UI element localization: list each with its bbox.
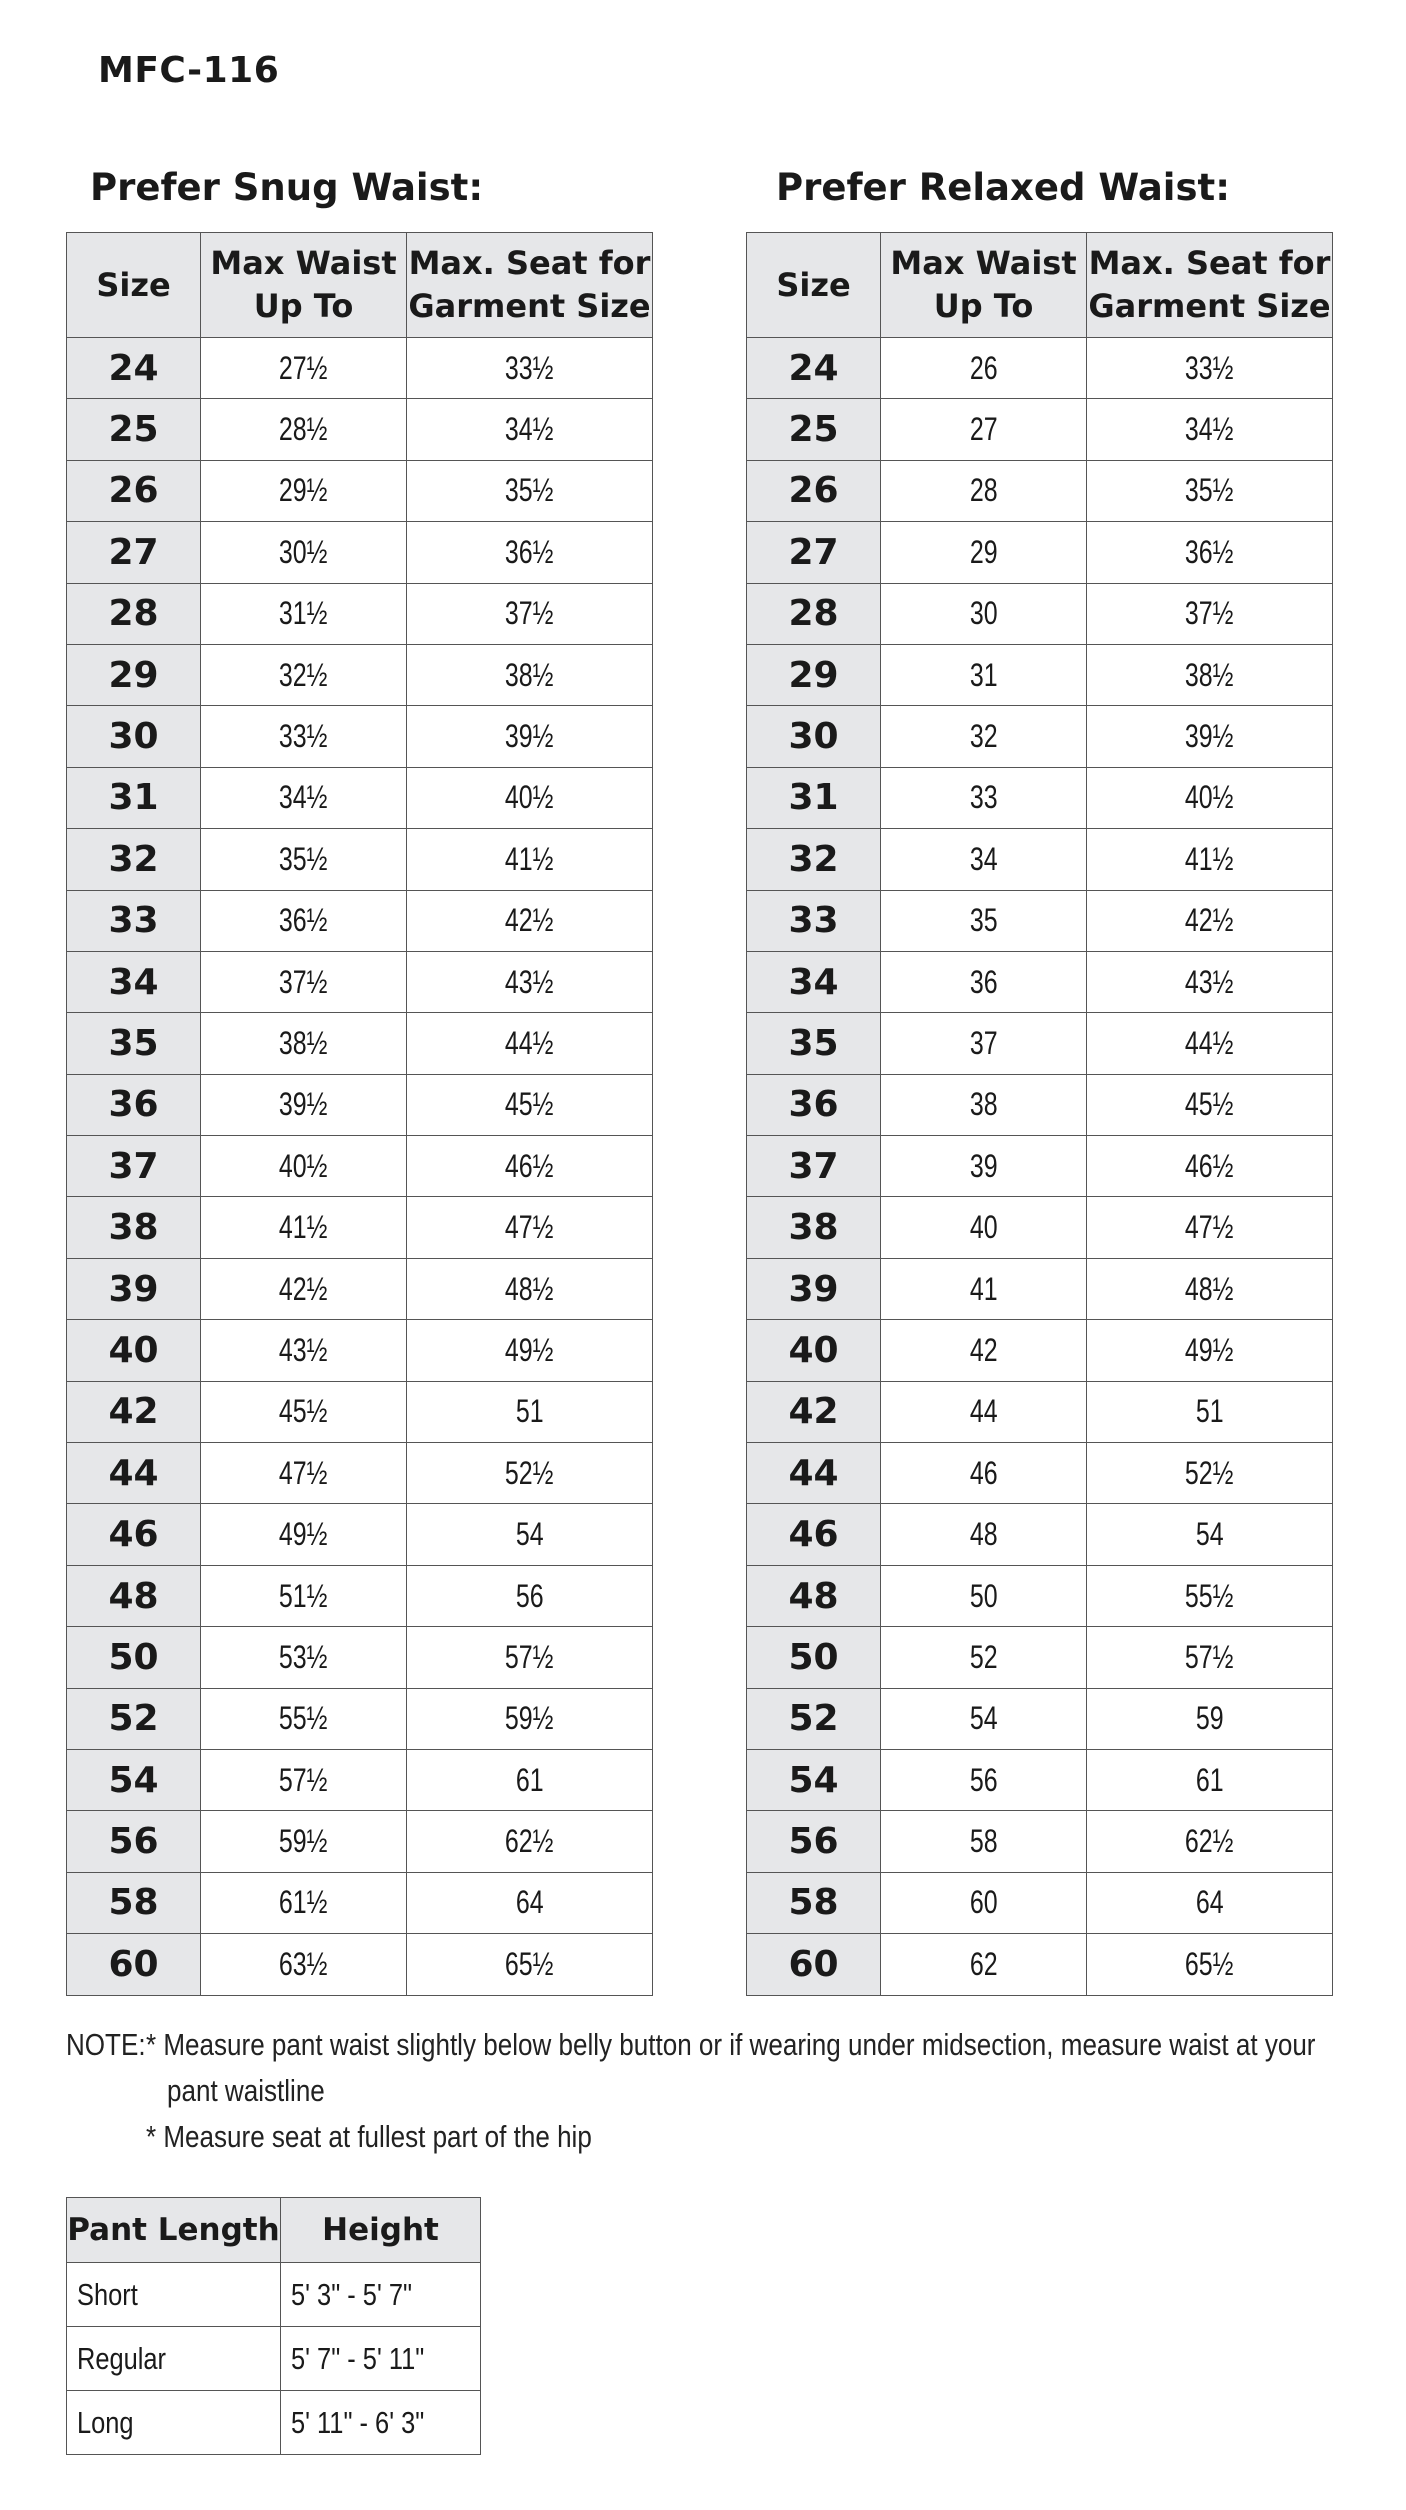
max-waist-header: Max Waist Up To bbox=[881, 233, 1087, 338]
table-row bbox=[67, 522, 653, 583]
max-waist-cell: 56 bbox=[881, 1749, 1087, 1810]
max-seat-cell: 39½ bbox=[407, 706, 653, 767]
max-seat-cell: 51 bbox=[1087, 1381, 1333, 1442]
size-cell: 27 bbox=[747, 522, 881, 583]
max-seat-cell: 61 bbox=[407, 1749, 653, 1810]
table-row bbox=[67, 1013, 653, 1074]
max-seat-cell: 51 bbox=[407, 1381, 653, 1442]
pant-length-cell: Long bbox=[67, 2391, 281, 2455]
max-seat-cell: 33½ bbox=[1087, 338, 1333, 399]
max-seat-cell: 43½ bbox=[407, 951, 653, 1012]
max-seat-cell: 57½ bbox=[1087, 1627, 1333, 1688]
max-seat-cell: 61 bbox=[1087, 1749, 1333, 1810]
max-seat-cell: 43½ bbox=[1087, 951, 1333, 1012]
size-cell: 42 bbox=[67, 1381, 201, 1442]
max-seat-cell: 59 bbox=[1087, 1688, 1333, 1749]
size-cell: 46 bbox=[67, 1504, 201, 1565]
size-cell: 40 bbox=[747, 1320, 881, 1381]
table-row bbox=[67, 460, 653, 521]
max-seat-cell: 41½ bbox=[1087, 829, 1333, 890]
max-waist-cell: 52 bbox=[881, 1627, 1087, 1688]
note-seat-instruction: * Measure seat at fullest part of the hip bbox=[146, 2119, 592, 2154]
max-seat-cell: 54 bbox=[407, 1504, 653, 1565]
table-row bbox=[67, 890, 653, 951]
size-header: Size bbox=[67, 233, 201, 338]
max-seat-cell: 45½ bbox=[1087, 1074, 1333, 1135]
max-waist-cell: 61½ bbox=[201, 1872, 407, 1933]
size-cell: 28 bbox=[67, 583, 201, 644]
max-seat-cell: 62½ bbox=[1087, 1811, 1333, 1872]
snug-waist-title: Prefer Snug Waist: bbox=[90, 166, 484, 209]
max-waist-cell: 27½ bbox=[201, 338, 407, 399]
size-cell: 25 bbox=[747, 399, 881, 460]
max-waist-cell: 32 bbox=[881, 706, 1087, 767]
size-cell: 34 bbox=[747, 951, 881, 1012]
max-seat-cell: 37½ bbox=[1087, 583, 1333, 644]
table-header-row bbox=[67, 233, 653, 338]
max-seat-cell: 47½ bbox=[1087, 1197, 1333, 1258]
pant-length-header: Pant Length bbox=[67, 2198, 281, 2263]
max-seat-cell: 39½ bbox=[1087, 706, 1333, 767]
table-row bbox=[747, 890, 1333, 951]
table-row bbox=[67, 583, 653, 644]
max-waist-cell: 55½ bbox=[201, 1688, 407, 1749]
size-cell: 37 bbox=[747, 1136, 881, 1197]
max-seat-cell: 46½ bbox=[407, 1136, 653, 1197]
max-waist-cell: 38 bbox=[881, 1074, 1087, 1135]
max-seat-cell: 42½ bbox=[1087, 890, 1333, 951]
table-row bbox=[67, 2327, 481, 2391]
table-row bbox=[747, 1627, 1333, 1688]
table-row bbox=[747, 1934, 1333, 1995]
size-cell: 60 bbox=[67, 1934, 201, 1995]
table-row bbox=[747, 1136, 1333, 1197]
max-seat-cell: 38½ bbox=[407, 644, 653, 705]
table-row bbox=[67, 706, 653, 767]
table-row bbox=[67, 1136, 653, 1197]
max-waist-cell: 33 bbox=[881, 767, 1087, 828]
max-waist-cell: 30½ bbox=[201, 522, 407, 583]
size-header: Size bbox=[747, 233, 881, 338]
table-row bbox=[67, 399, 653, 460]
table-row bbox=[747, 460, 1333, 521]
size-cell: 54 bbox=[747, 1749, 881, 1810]
max-waist-cell: 57½ bbox=[201, 1749, 407, 1810]
max-waist-cell: 36½ bbox=[201, 890, 407, 951]
max-waist-cell: 48 bbox=[881, 1504, 1087, 1565]
max-seat-cell: 41½ bbox=[407, 829, 653, 890]
table-row bbox=[67, 1381, 653, 1442]
relaxed-waist-table bbox=[746, 232, 1333, 1996]
table-row bbox=[747, 1688, 1333, 1749]
size-cell: 36 bbox=[67, 1074, 201, 1135]
table-row bbox=[747, 1565, 1333, 1626]
pant-length-cell: Regular bbox=[67, 2327, 281, 2391]
max-seat-header: Max. Seat for Garment Size bbox=[407, 233, 653, 338]
table-row bbox=[67, 1934, 653, 1995]
size-cell: 25 bbox=[67, 399, 201, 460]
max-waist-cell: 44 bbox=[881, 1381, 1087, 1442]
size-cell: 56 bbox=[67, 1811, 201, 1872]
table-row bbox=[67, 767, 653, 828]
size-cell: 50 bbox=[747, 1627, 881, 1688]
height-header: Height bbox=[281, 2198, 481, 2263]
size-cell: 42 bbox=[747, 1381, 881, 1442]
table-row bbox=[67, 1565, 653, 1626]
max-waist-cell: 41½ bbox=[201, 1197, 407, 1258]
max-seat-cell: 36½ bbox=[407, 522, 653, 583]
relaxed-waist-title: Prefer Relaxed Waist: bbox=[776, 166, 1230, 209]
table-row bbox=[67, 1688, 653, 1749]
max-seat-cell: 56 bbox=[407, 1565, 653, 1626]
max-waist-cell: 59½ bbox=[201, 1811, 407, 1872]
max-seat-cell: 65½ bbox=[407, 1934, 653, 1995]
size-cell: 54 bbox=[67, 1749, 201, 1810]
max-seat-cell: 42½ bbox=[407, 890, 653, 951]
note-label: NOTE: bbox=[66, 2027, 146, 2062]
table-row bbox=[67, 1749, 653, 1810]
size-cell: 39 bbox=[747, 1258, 881, 1319]
table-row bbox=[747, 522, 1333, 583]
max-seat-cell: 49½ bbox=[407, 1320, 653, 1381]
max-waist-cell: 63½ bbox=[201, 1934, 407, 1995]
table-row bbox=[67, 1443, 653, 1504]
size-cell: 32 bbox=[67, 829, 201, 890]
max-waist-cell: 40 bbox=[881, 1197, 1087, 1258]
table-row bbox=[747, 338, 1333, 399]
size-cell: 52 bbox=[67, 1688, 201, 1749]
table-header-row bbox=[67, 2198, 481, 2263]
max-waist-cell: 28 bbox=[881, 460, 1087, 521]
size-cell: 39 bbox=[67, 1258, 201, 1319]
max-waist-cell: 32½ bbox=[201, 644, 407, 705]
size-cell: 26 bbox=[747, 460, 881, 521]
document-code: MFC-116 bbox=[98, 50, 280, 91]
size-cell: 29 bbox=[67, 644, 201, 705]
height-cell: 5' 3" - 5' 7" bbox=[281, 2263, 481, 2327]
table-row bbox=[67, 1872, 653, 1933]
table-row bbox=[67, 644, 653, 705]
size-cell: 33 bbox=[747, 890, 881, 951]
table-row bbox=[747, 706, 1333, 767]
size-cell: 38 bbox=[747, 1197, 881, 1258]
max-seat-cell: 59½ bbox=[407, 1688, 653, 1749]
max-waist-cell: 26 bbox=[881, 338, 1087, 399]
max-seat-cell: 35½ bbox=[407, 460, 653, 521]
table-row bbox=[747, 829, 1333, 890]
max-waist-cell: 28½ bbox=[201, 399, 407, 460]
max-waist-cell: 43½ bbox=[201, 1320, 407, 1381]
max-seat-cell: 65½ bbox=[1087, 1934, 1333, 1995]
size-cell: 52 bbox=[747, 1688, 881, 1749]
pant-length-cell: Short bbox=[67, 2263, 281, 2327]
size-cell: 29 bbox=[747, 644, 881, 705]
table-row bbox=[747, 1197, 1333, 1258]
size-cell: 32 bbox=[747, 829, 881, 890]
max-seat-cell: 62½ bbox=[407, 1811, 653, 1872]
max-waist-cell: 53½ bbox=[201, 1627, 407, 1688]
max-seat-header: Max. Seat for Garment Size bbox=[1087, 233, 1333, 338]
max-waist-cell: 58 bbox=[881, 1811, 1087, 1872]
table-row bbox=[747, 1443, 1333, 1504]
table-row bbox=[67, 1320, 653, 1381]
max-seat-cell: 34½ bbox=[1087, 399, 1333, 460]
max-waist-cell: 37 bbox=[881, 1013, 1087, 1074]
max-seat-cell: 35½ bbox=[1087, 460, 1333, 521]
max-waist-cell: 29 bbox=[881, 522, 1087, 583]
max-waist-cell: 60 bbox=[881, 1872, 1087, 1933]
size-cell: 34 bbox=[67, 951, 201, 1012]
max-seat-cell: 55½ bbox=[1087, 1565, 1333, 1626]
max-waist-cell: 62 bbox=[881, 1934, 1087, 1995]
size-cell: 31 bbox=[67, 767, 201, 828]
max-seat-cell: 64 bbox=[407, 1872, 653, 1933]
size-cell: 30 bbox=[747, 706, 881, 767]
size-cell: 48 bbox=[747, 1565, 881, 1626]
table-row bbox=[67, 338, 653, 399]
max-seat-cell: 57½ bbox=[407, 1627, 653, 1688]
table-row bbox=[747, 644, 1333, 705]
size-cell: 35 bbox=[747, 1013, 881, 1074]
size-cell: 26 bbox=[67, 460, 201, 521]
max-waist-cell: 33½ bbox=[201, 706, 407, 767]
max-seat-cell: 49½ bbox=[1087, 1320, 1333, 1381]
max-seat-cell: 48½ bbox=[407, 1258, 653, 1319]
max-seat-cell: 34½ bbox=[407, 399, 653, 460]
table-row bbox=[67, 1627, 653, 1688]
max-seat-cell: 45½ bbox=[407, 1074, 653, 1135]
max-waist-cell: 46 bbox=[881, 1443, 1087, 1504]
max-seat-cell: 48½ bbox=[1087, 1258, 1333, 1319]
table-row bbox=[67, 1504, 653, 1565]
max-waist-cell: 39 bbox=[881, 1136, 1087, 1197]
table-row bbox=[747, 399, 1333, 460]
max-waist-cell: 40½ bbox=[201, 1136, 407, 1197]
max-waist-cell: 29½ bbox=[201, 460, 407, 521]
size-cell: 35 bbox=[67, 1013, 201, 1074]
table-row bbox=[747, 583, 1333, 644]
max-seat-cell: 33½ bbox=[407, 338, 653, 399]
max-seat-cell: 52½ bbox=[1087, 1443, 1333, 1504]
table-row bbox=[67, 1258, 653, 1319]
table-row bbox=[67, 951, 653, 1012]
table-row bbox=[747, 1749, 1333, 1810]
max-seat-cell: 44½ bbox=[407, 1013, 653, 1074]
max-seat-cell: 37½ bbox=[407, 583, 653, 644]
max-waist-cell: 34½ bbox=[201, 767, 407, 828]
table-row bbox=[67, 2263, 481, 2327]
max-waist-cell: 27 bbox=[881, 399, 1087, 460]
note-waist-instruction-cont: pant waistline bbox=[167, 2073, 325, 2108]
max-seat-cell: 36½ bbox=[1087, 522, 1333, 583]
max-waist-header: Max Waist Up To bbox=[201, 233, 407, 338]
max-seat-cell: 40½ bbox=[407, 767, 653, 828]
max-waist-cell: 35½ bbox=[201, 829, 407, 890]
size-cell: 33 bbox=[67, 890, 201, 951]
max-seat-cell: 54 bbox=[1087, 1504, 1333, 1565]
size-cell: 30 bbox=[67, 706, 201, 767]
max-waist-cell: 45½ bbox=[201, 1381, 407, 1442]
table-row bbox=[67, 1074, 653, 1135]
table-row bbox=[747, 1013, 1333, 1074]
max-waist-cell: 50 bbox=[881, 1565, 1087, 1626]
size-cell: 48 bbox=[67, 1565, 201, 1626]
max-seat-cell: 38½ bbox=[1087, 644, 1333, 705]
max-waist-cell: 38½ bbox=[201, 1013, 407, 1074]
pant-length-table bbox=[66, 2197, 481, 2455]
note-waist-instruction: * Measure pant waist slightly below belly button or if wearing under midsection, measure waist at your bbox=[146, 2027, 1316, 2062]
table-row bbox=[747, 767, 1333, 828]
size-cell: 24 bbox=[747, 338, 881, 399]
max-waist-cell: 36 bbox=[881, 951, 1087, 1012]
size-cell: 31 bbox=[747, 767, 881, 828]
size-cell: 58 bbox=[747, 1872, 881, 1933]
size-cell: 24 bbox=[67, 338, 201, 399]
table-row bbox=[67, 829, 653, 890]
max-waist-cell: 37½ bbox=[201, 951, 407, 1012]
size-cell: 44 bbox=[67, 1443, 201, 1504]
height-cell: 5' 7" - 5' 11" bbox=[281, 2327, 481, 2391]
max-seat-cell: 40½ bbox=[1087, 767, 1333, 828]
max-seat-cell: 46½ bbox=[1087, 1136, 1333, 1197]
size-cell: 56 bbox=[747, 1811, 881, 1872]
max-seat-cell: 52½ bbox=[407, 1443, 653, 1504]
max-waist-cell: 31 bbox=[881, 644, 1087, 705]
size-cell: 44 bbox=[747, 1443, 881, 1504]
table-row bbox=[747, 1074, 1333, 1135]
table-row bbox=[747, 1504, 1333, 1565]
max-waist-cell: 30 bbox=[881, 583, 1087, 644]
size-cell: 38 bbox=[67, 1197, 201, 1258]
table-row bbox=[747, 1320, 1333, 1381]
table-row bbox=[747, 1381, 1333, 1442]
table-row bbox=[747, 1872, 1333, 1933]
max-waist-cell: 47½ bbox=[201, 1443, 407, 1504]
size-cell: 40 bbox=[67, 1320, 201, 1381]
max-seat-cell: 44½ bbox=[1087, 1013, 1333, 1074]
max-waist-cell: 49½ bbox=[201, 1504, 407, 1565]
max-waist-cell: 41 bbox=[881, 1258, 1087, 1319]
size-cell: 28 bbox=[747, 583, 881, 644]
max-waist-cell: 31½ bbox=[201, 583, 407, 644]
size-cell: 58 bbox=[67, 1872, 201, 1933]
max-seat-cell: 64 bbox=[1087, 1872, 1333, 1933]
height-cell: 5' 11" - 6' 3" bbox=[281, 2391, 481, 2455]
table-row bbox=[67, 1197, 653, 1258]
table-row bbox=[747, 951, 1333, 1012]
size-cell: 50 bbox=[67, 1627, 201, 1688]
max-waist-cell: 39½ bbox=[201, 1074, 407, 1135]
table-row bbox=[747, 1258, 1333, 1319]
size-cell: 60 bbox=[747, 1934, 881, 1995]
max-waist-cell: 42½ bbox=[201, 1258, 407, 1319]
size-cell: 36 bbox=[747, 1074, 881, 1135]
table-row bbox=[67, 2391, 481, 2455]
max-seat-cell: 47½ bbox=[407, 1197, 653, 1258]
max-waist-cell: 34 bbox=[881, 829, 1087, 890]
table-row bbox=[67, 1811, 653, 1872]
size-cell: 37 bbox=[67, 1136, 201, 1197]
snug-waist-table bbox=[66, 232, 653, 1996]
max-waist-cell: 54 bbox=[881, 1688, 1087, 1749]
size-cell: 27 bbox=[67, 522, 201, 583]
table-row bbox=[747, 1811, 1333, 1872]
size-cell: 46 bbox=[747, 1504, 881, 1565]
max-waist-cell: 42 bbox=[881, 1320, 1087, 1381]
max-waist-cell: 35 bbox=[881, 890, 1087, 951]
table-header-row bbox=[747, 233, 1333, 338]
max-waist-cell: 51½ bbox=[201, 1565, 407, 1626]
